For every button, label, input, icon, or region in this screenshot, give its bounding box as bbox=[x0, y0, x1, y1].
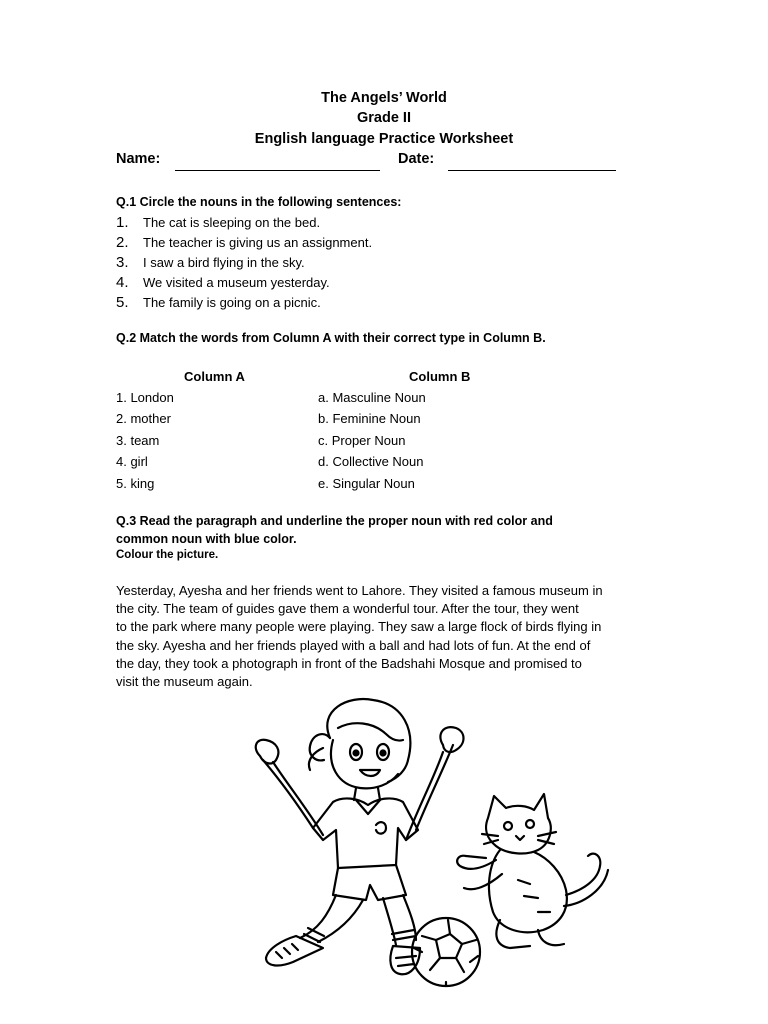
column-b-item: c. Proper Noun bbox=[318, 433, 406, 448]
cat-icon[interactable] bbox=[457, 794, 608, 948]
paragraph-line: the city. The team of guides gave them a wonderful tour. After the tour, they went bbox=[116, 601, 579, 617]
q2-heading: Q.2 Match the words from Column A with their correct type in Column B. bbox=[116, 331, 546, 345]
column-a-item: 3. team bbox=[116, 433, 160, 448]
column-a-item: 1. London bbox=[116, 390, 174, 405]
column-b-item: a. Masculine Noun bbox=[318, 390, 426, 405]
q3-heading-line2: common noun with blue color. bbox=[116, 532, 297, 546]
list-item: 2. The teacher is giving us an assignment. bbox=[116, 234, 373, 251]
column-a-item: 4. girl bbox=[116, 454, 148, 469]
column-b-item: e. Singular Noun bbox=[318, 476, 415, 491]
column-a-item: 5. king bbox=[116, 476, 155, 491]
column-b-title: Column B bbox=[409, 369, 471, 384]
q3-subheading: Colour the picture. bbox=[116, 549, 219, 561]
school-name: The Angels’ World bbox=[321, 90, 447, 106]
girl-playing-icon[interactable] bbox=[256, 699, 464, 974]
paragraph-line: visit the museum again. bbox=[116, 674, 253, 690]
q3-heading-line1: Q.3 Read the paragraph and underline the proper noun with red color and bbox=[116, 514, 553, 528]
soccer-ball-icon[interactable] bbox=[412, 918, 480, 986]
list-item: 4. We visited a museum yesterday. bbox=[116, 274, 330, 291]
paragraph-line: Yesterday, Ayesha and her friends went to Lahore. They visited a famous museum in bbox=[116, 583, 603, 598]
story-paragraph bbox=[116, 582, 656, 691]
worksheet-title: English language Practice Worksheet bbox=[254, 131, 514, 147]
column-a-title: Column A bbox=[184, 369, 245, 384]
paragraph-line: the day, they took a photograph in front of the Badshahi Mosque and promised to bbox=[116, 655, 582, 671]
q1-heading: Q.1 Circle the nouns in the following sentences: bbox=[116, 195, 402, 209]
column-b-item: d. Collective Noun bbox=[318, 454, 424, 469]
paragraph-line: to the park where many people were playing. They saw a large flock of birds flying in bbox=[116, 619, 602, 635]
list-item: 5. The family is going on a picnic. bbox=[116, 294, 321, 311]
list-item: 1. The cat is sleeping on the bed. bbox=[116, 214, 321, 231]
date-line[interactable] bbox=[448, 170, 616, 171]
column-a-item: 2. mother bbox=[116, 411, 171, 426]
column-b-item: b. Feminine Noun bbox=[318, 411, 421, 426]
grade-label: Grade II bbox=[357, 110, 411, 126]
coloring-illustration[interactable] bbox=[238, 690, 618, 990]
paragraph-line: the sky. Ayesha and her friends played with a ball and had lots of fun. At the end of bbox=[116, 637, 591, 653]
name-label: Name: bbox=[116, 151, 161, 167]
date-label: Date: bbox=[398, 151, 435, 167]
list-item: 3. I saw a bird flying in the sky. bbox=[116, 254, 305, 271]
name-line[interactable] bbox=[175, 170, 380, 171]
